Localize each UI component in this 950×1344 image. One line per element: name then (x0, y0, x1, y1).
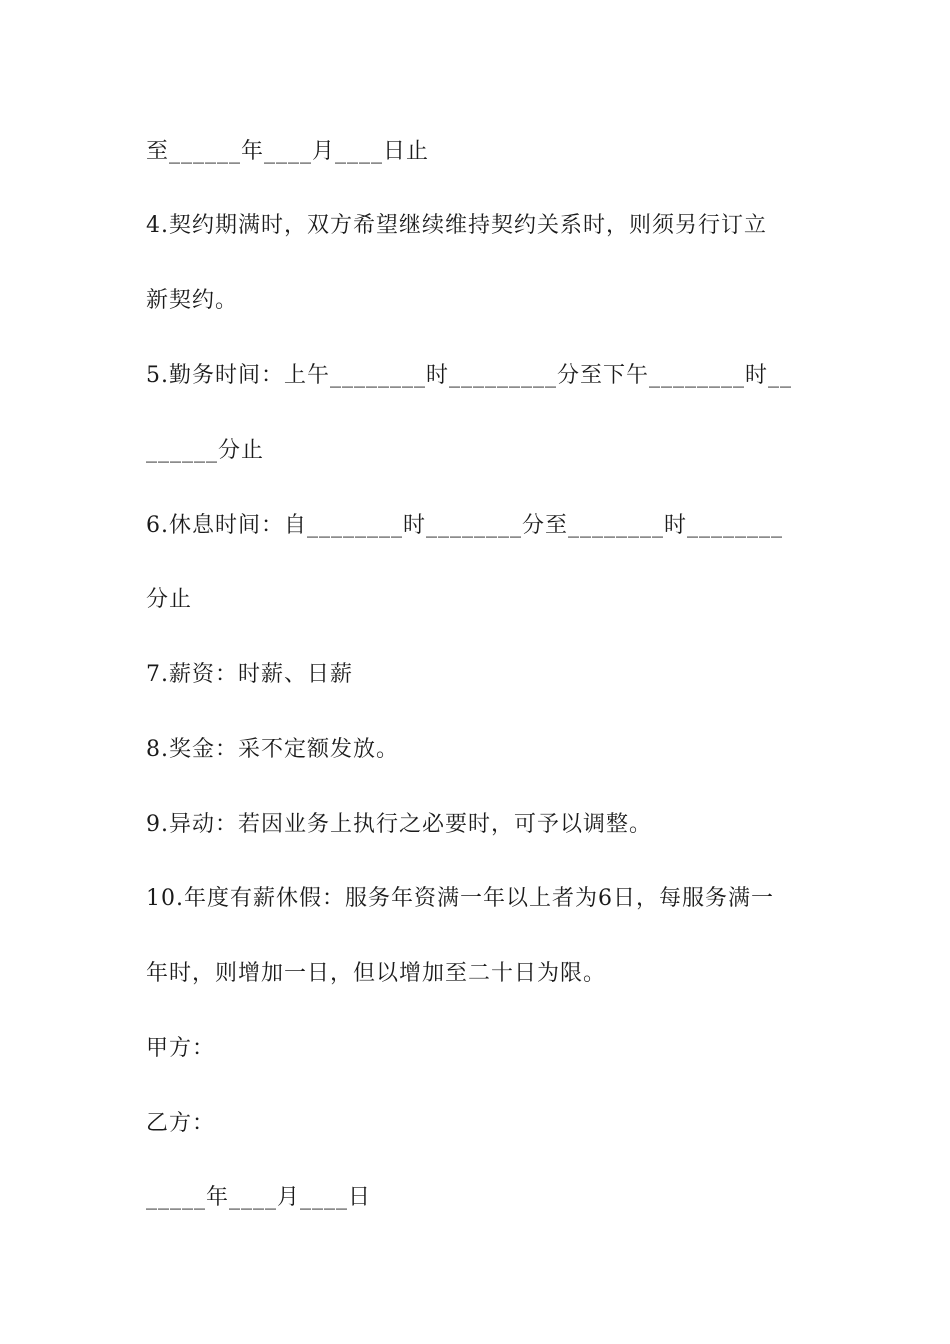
clause-8-line: 8.奖金：采不定额发放。 (146, 737, 399, 762)
clause-5-line-2: ______分止 (146, 438, 265, 463)
clause-7-line: 7.薪资：时薪、日薪 (146, 662, 353, 687)
clause-10-line-1: 10.年度有薪休假：服务年资满一年以上者为6日，每服务满一 (146, 886, 774, 911)
party-b-signature-line: 乙方： (146, 1111, 216, 1136)
contract-term-end-line: 至______年____月____日止 (146, 139, 430, 164)
clause-9-line: 9.异动：若因业务上执行之必要时，可予以调整。 (146, 812, 652, 837)
party-a-signature-line: 甲方： (146, 1036, 216, 1061)
signature-date-line: _____年____月____日 (146, 1185, 372, 1210)
clause-4-line-2: 新契约。 (146, 288, 239, 313)
clause-5-line-1: 5.勤务时间：上午________时_________分至下午________时__ (146, 363, 792, 388)
clause-6-line-1: 6.休息时间：自________时________分至________时________ (146, 513, 783, 538)
clause-4-line-1: 4.契约期满时，双方希望继续维持契约关系时，则须另行订立 (146, 213, 767, 238)
clause-10-line-2: 年时，则增加一日，但以增加至二十日为限。 (146, 961, 607, 986)
clause-6-line-2: 分止 (146, 587, 193, 612)
